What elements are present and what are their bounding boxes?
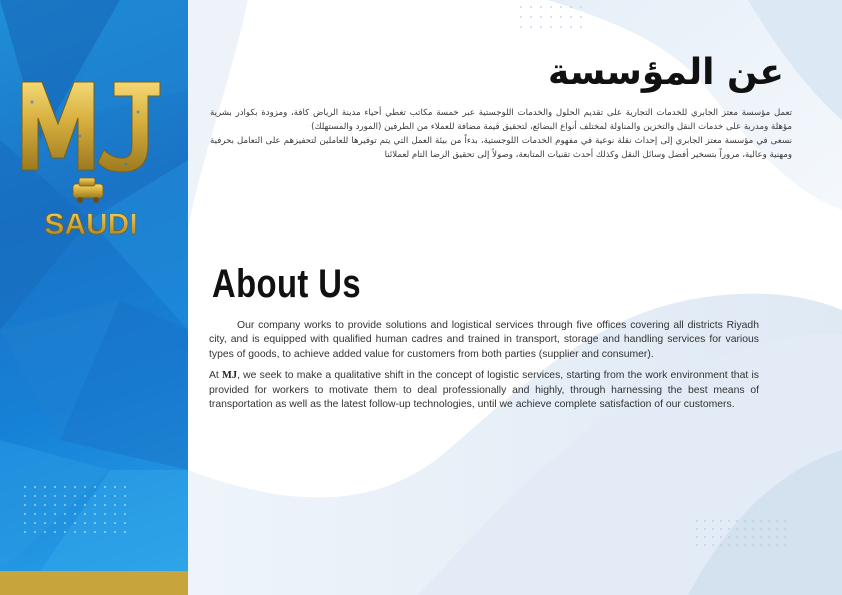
decorative-dot (34, 495, 36, 497)
dot-pattern-sidebar (24, 486, 134, 540)
decorative-dot (712, 544, 714, 546)
decorative-dot (570, 6, 572, 8)
decorative-dot (752, 520, 754, 522)
decorative-dot (94, 504, 96, 506)
decorative-dot (34, 513, 36, 515)
decorative-dot (84, 504, 86, 506)
decorative-dot (74, 513, 76, 515)
arabic-title: عن المؤسسة (548, 52, 784, 93)
inline-brand-mj: MJ (222, 370, 238, 382)
decorative-dot (54, 513, 56, 515)
decorative-dot (760, 528, 762, 530)
truck-icon (73, 178, 103, 203)
decorative-dot (580, 6, 582, 8)
decorative-dot (776, 544, 778, 546)
decorative-dot (550, 6, 552, 8)
decorative-dot (712, 520, 714, 522)
decorative-dot (124, 531, 126, 533)
decorative-dot (24, 531, 26, 533)
decorative-dot (24, 504, 26, 506)
decorative-dot (704, 528, 706, 530)
decorative-dot (64, 531, 66, 533)
decorative-dot (64, 486, 66, 488)
decorative-dot (114, 504, 116, 506)
decorative-dot (696, 528, 698, 530)
decorative-dot (114, 486, 116, 488)
decorative-dot (44, 486, 46, 488)
decorative-dot (124, 495, 126, 497)
decorative-dot (776, 536, 778, 538)
decorative-dot (94, 531, 96, 533)
decorative-dot (104, 495, 106, 497)
decorative-dot (520, 6, 522, 8)
decorative-dot (560, 16, 562, 18)
decorative-dot (84, 513, 86, 515)
decorative-dot (768, 536, 770, 538)
english-body (209, 319, 759, 419)
decorative-dot (728, 536, 730, 538)
decorative-dot (570, 26, 572, 28)
decorative-dot (744, 528, 746, 530)
decorative-dot (720, 536, 722, 538)
decorative-dot (64, 504, 66, 506)
decorative-dot (94, 513, 96, 515)
decorative-dot (34, 486, 36, 488)
decorative-dot (74, 486, 76, 488)
decorative-dot (104, 513, 106, 515)
decorative-dot (580, 26, 582, 28)
decorative-dot (124, 504, 126, 506)
decorative-dot (124, 513, 126, 515)
decorative-dot (784, 536, 786, 538)
decorative-dot (24, 513, 26, 515)
decorative-dot (94, 486, 96, 488)
decorative-dot (784, 520, 786, 522)
decorative-dot (84, 486, 86, 488)
arabic-paragraph-2: نسعى في مؤسسة معتز الجابري إلى إحداث نقلة نوعية في مفهوم الخدمات اللوجستية، بدءاً من بيئة العمل التي يتم توفيرها للعاملين لتحفيزهم على التعامل بحرفية ومهنية وعالية، مروراً بتسخير أفضل وسائل النقل وكذلك أحدث تقنيات المتابعة، وصولاً إلى تحقيق الرضا التام لعملائنا (210, 136, 792, 160)
decorative-dot (24, 522, 26, 524)
decorative-dot (84, 531, 86, 533)
decorative-dot (784, 528, 786, 530)
decorative-dot (54, 504, 56, 506)
decorative-dot (74, 495, 76, 497)
decorative-dot (736, 536, 738, 538)
decorative-dot (44, 513, 46, 515)
decorative-dot (84, 495, 86, 497)
decorative-dot (760, 520, 762, 522)
paragraph-rest: , we seek to make a qualitative shift in the concept of logistic services, starting from the work environment that is provided for workers to motivate them to deal professionally and highly, through harnessing the best means of transportation as well as the latest follow-up technologies, until we achieve complete satisfaction of our customers. (209, 370, 759, 411)
decorative-dot (580, 16, 582, 18)
decorative-dot (44, 531, 46, 533)
decorative-dot (744, 520, 746, 522)
decorative-dot (760, 544, 762, 546)
decorative-dot (704, 544, 706, 546)
decorative-dot (34, 522, 36, 524)
decorative-dot (530, 26, 532, 28)
decorative-dot (34, 531, 36, 533)
arabic-paragraph-1: تعمل مؤسسة معتز الجابري للخدمات التجارية على تقديم الحلول والخدمات اللوجستية عبر خمسة مكاتب تغطي أحياء مدينة الرياض كافة، ومزودة بكوادر بشرية مؤهلة ومدربة على خدمات النقل والتخزين والمناولة لمختلف أنواع البضائع، لتحقيق قيمة مضافة للعملاء من الطرفين (المورد والمستهلك) (210, 108, 792, 132)
decorative-dot (784, 544, 786, 546)
decorative-dot (64, 522, 66, 524)
decorative-dot (114, 522, 116, 524)
decorative-dot (24, 486, 26, 488)
decorative-dot (94, 495, 96, 497)
english-paragraph-1: Our company works to provide solutions and logistical services through five offices covering all districts Riyadh city, and is equipped with qualified human cadres and trained in transport, storage and handling services for various types of goods, to achieve added value for customers from both parties (supplier and consumer). (209, 320, 759, 360)
decorative-dot (124, 486, 126, 488)
decorative-dot (560, 26, 562, 28)
decorative-dot (720, 544, 722, 546)
decorative-dot (540, 26, 542, 28)
decorative-dot (54, 522, 56, 524)
decorative-dot (104, 522, 106, 524)
decorative-dot (752, 544, 754, 546)
decorative-dot (776, 520, 778, 522)
decorative-dot (712, 536, 714, 538)
decorative-dot (752, 536, 754, 538)
english-paragraph-2 (209, 369, 759, 412)
decorative-dot (24, 495, 26, 497)
decorative-dot (74, 531, 76, 533)
decorative-dot (530, 6, 532, 8)
decorative-dot (114, 513, 116, 515)
decorative-dot (44, 522, 46, 524)
decorative-dot (768, 520, 770, 522)
decorative-dot (736, 528, 738, 530)
decorative-dot (696, 544, 698, 546)
decorative-dot (728, 520, 730, 522)
decorative-dot (704, 536, 706, 538)
logo-saudi-text: SAUDI (44, 208, 138, 241)
decorative-dot (760, 536, 762, 538)
decorative-dot (74, 504, 76, 506)
arabic-body (210, 106, 792, 162)
english-title: About Us (212, 262, 362, 306)
decorative-dot (768, 544, 770, 546)
decorative-dot (104, 504, 106, 506)
gold-accent-bar (0, 571, 188, 595)
decorative-dot (696, 536, 698, 538)
decorative-dot (728, 528, 730, 530)
decorative-dot (550, 16, 552, 18)
decorative-dot (114, 531, 116, 533)
decorative-dot (720, 528, 722, 530)
decorative-dot (44, 495, 46, 497)
decorative-dot (34, 504, 36, 506)
decorative-dot (696, 520, 698, 522)
decorative-dot (64, 513, 66, 515)
decorative-dot (44, 504, 46, 506)
decorative-dot (768, 528, 770, 530)
decorative-dot (712, 528, 714, 530)
brand-sidebar (0, 0, 188, 595)
decorative-dot (720, 520, 722, 522)
decorative-dot (84, 522, 86, 524)
decorative-dot (54, 486, 56, 488)
decorative-dot (550, 26, 552, 28)
decorative-dot (744, 536, 746, 538)
decorative-dot (728, 544, 730, 546)
decorative-dot (124, 522, 126, 524)
decorative-dot (736, 520, 738, 522)
decorative-dot (54, 531, 56, 533)
decorative-dot (736, 544, 738, 546)
decorative-dot (94, 522, 96, 524)
paragraph-prefix: At (209, 370, 223, 382)
decorative-dot (540, 6, 542, 8)
dot-pattern-bottom (696, 520, 792, 552)
decorative-dot (104, 486, 106, 488)
decorative-dot (540, 16, 542, 18)
decorative-dot (54, 495, 56, 497)
decorative-dot (752, 528, 754, 530)
decorative-dot (74, 522, 76, 524)
decorative-dot (570, 16, 572, 18)
decorative-dot (520, 16, 522, 18)
decorative-dot (104, 531, 106, 533)
decorative-dot (64, 495, 66, 497)
decorative-dot (776, 528, 778, 530)
dot-pattern-top (520, 6, 590, 36)
decorative-dot (744, 544, 746, 546)
decorative-dot (704, 520, 706, 522)
decorative-dot (114, 495, 116, 497)
mj-saudi-logo (18, 72, 164, 242)
decorative-dot (530, 16, 532, 18)
decorative-dot (560, 6, 562, 8)
decorative-dot (520, 26, 522, 28)
